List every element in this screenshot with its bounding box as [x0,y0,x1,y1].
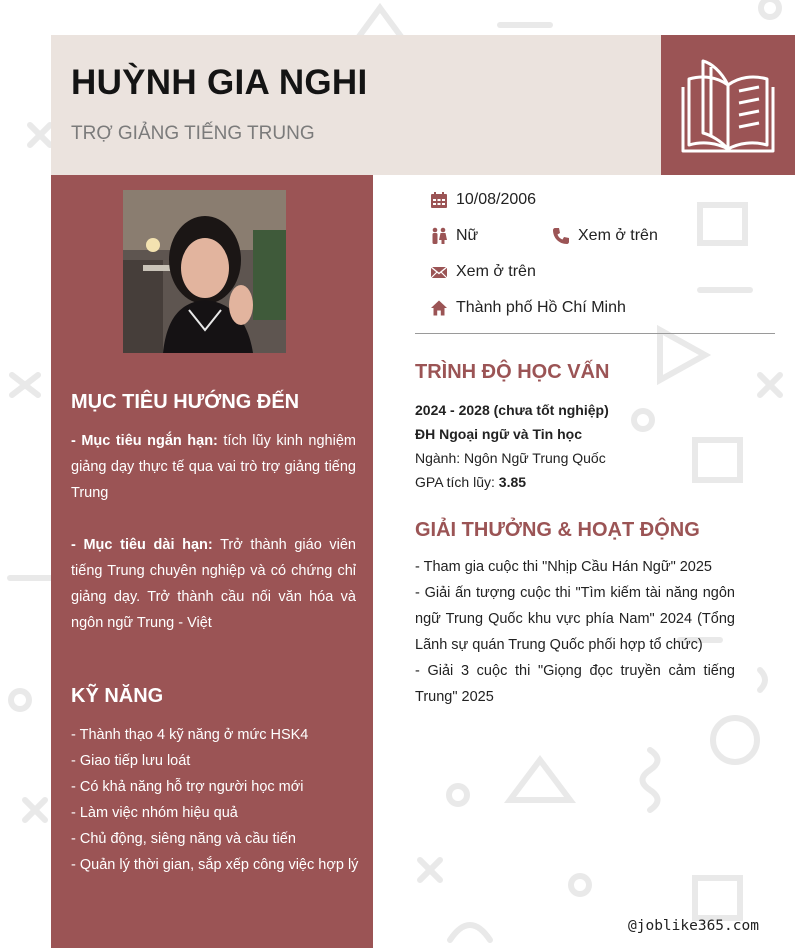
section-divider [415,333,775,334]
home-icon [430,299,448,317]
skill-item: - Thành thạo 4 kỹ năng ở mức HSK4 [71,727,309,743]
header-panel [51,35,661,175]
education-heading: TRÌNH ĐỘ HỌC VẤN [415,361,610,383]
award-item: - Giải 3 cuộc thi "Giọng đọc truyền cảm tiếng Trung" 2025 [415,663,735,705]
gpa-label: GPA tích lũy: [415,474,499,490]
skill-item: - Quản lý thời gian, sắp xếp công việc hợp lý [71,857,359,873]
calendar-icon [430,191,448,209]
email-row [430,263,536,281]
short-term-goal [71,428,356,506]
education-school: ĐH Ngoại ngữ và Tin học [415,426,583,442]
skill-item: - Giao tiếp lưu loát [71,753,191,769]
long-term-goal-label: - Mục tiêu dài hạn: [71,537,213,553]
candidate-name: HUỲNH GIA NGHI [71,63,368,102]
skill-item: - Làm việc nhóm hiệu quả [71,805,238,821]
long-term-goal [71,532,356,636]
gender-value: Nữ [456,227,479,244]
short-term-goal-label: - Mục tiêu ngắn hạn: [71,433,218,449]
address-value: Thành phố Hồ Chí Minh [456,299,626,316]
phone-value: Xem ở trên [578,227,658,244]
left-sidebar [51,175,373,948]
education-period: 2024 - 2028 (chưa tốt nghiệp) [415,402,609,418]
people-icon [430,227,448,245]
phone-icon [552,227,570,245]
address-row [430,299,626,317]
site-watermark: @joblike365.com [628,918,759,934]
skill-item: - Chủ động, siêng năng và cầu tiến [71,831,296,847]
gender-row [430,227,478,245]
dob-row [430,191,536,209]
long-term-goal-text: Trở thành giáo viên tiếng Trung chuyên nghiệp và có chứng chỉ giảng dạy. Trở thành cầu nối văn hóa và ngôn ngữ Trung - Việt [71,537,356,631]
candidate-role: TRỢ GIẢNG TIẾNG TRUNG [71,123,315,144]
open-book-icon [681,57,775,153]
education-block [415,398,609,494]
skills-list [71,722,358,878]
objective-heading: MỤC TIÊU HƯỚNG ĐẾN [71,391,300,413]
short-term-goal-text: tích lũy kinh nghiệm giảng dạy thực tế qua vai trò trợ giảng tiếng Trung [71,433,356,501]
dob-value: 10/08/2006 [456,191,537,208]
education-major: Ngành: Ngôn Ngữ Trung Quốc [415,450,606,466]
awards-list [415,554,735,710]
phone-row [552,227,658,245]
skill-item: - Có khả năng hỗ trợ người học mới [71,779,304,795]
skills-heading: KỸ NĂNG [71,685,164,707]
education-gpa [415,470,609,494]
gpa-value: 3.85 [498,474,527,490]
profile-photo [123,190,286,353]
email-value: Xem ở trên [456,263,536,280]
book-icon-box [661,35,795,175]
award-item: - Giải ấn tượng cuộc thi "Tìm kiếm tài năng ngôn ngữ Trung Quốc khu vực phía Nam" 2024 (Tổng Lãnh sự quán Trung Quốc phối hợp tổ chức) [415,585,735,653]
award-item: - Tham gia cuộc thi "Nhịp Cầu Hán Ngữ" 2025 [415,559,712,575]
awards-heading: GIẢI THƯỞNG & HOẠT ĐỘNG [415,519,700,541]
envelope-icon [430,263,448,281]
